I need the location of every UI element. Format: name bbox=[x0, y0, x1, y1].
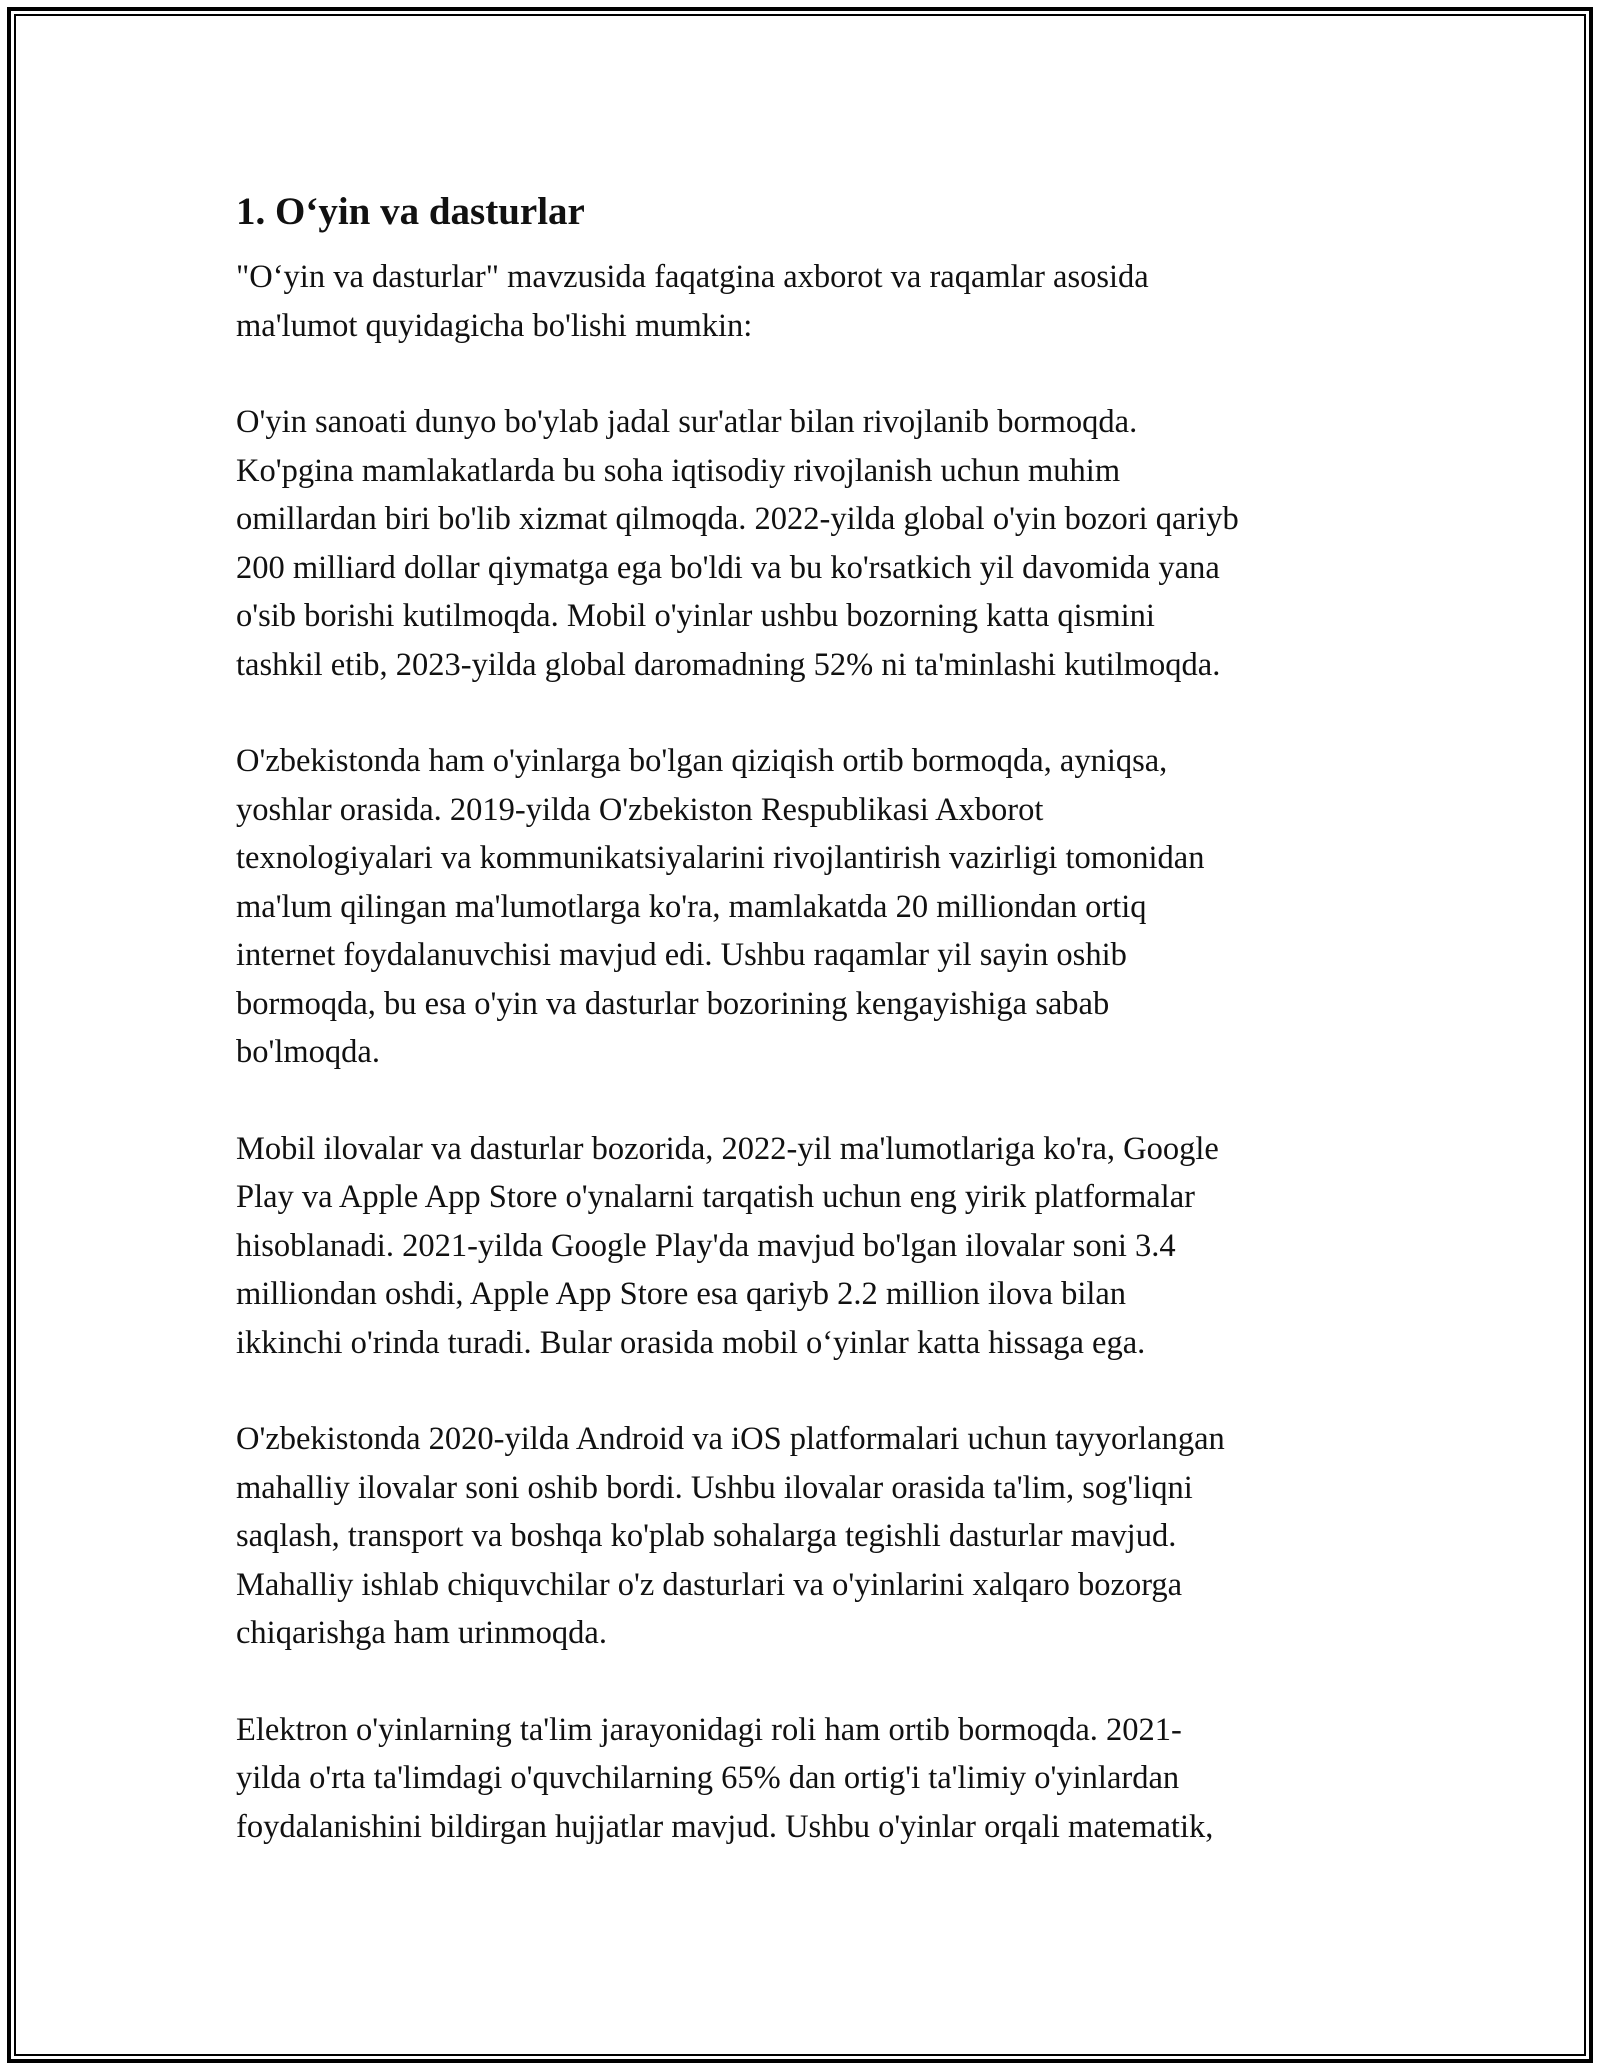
paragraph-local-apps bbox=[236, 1415, 1376, 1658]
paragraph-line: bormoqda, bu esa o'yin va dasturlar bozorining kengayishiga sabab bbox=[236, 985, 1110, 1022]
paragraph-line: mahalliy ilovalar soni oshib bordi. Ushbu ilovalar orasida ta'lim, sog'liqni bbox=[236, 1469, 1193, 1506]
paragraph-line: 200 milliard dollar qiymatga ega bo'ldi va bu ko'rsatkich yil davomida yana bbox=[236, 549, 1220, 586]
paragraph-line: Mahalliy ishlab chiquvchilar o'z dasturlari va o'yinlarini xalqaro bozorga bbox=[236, 1566, 1183, 1603]
paragraph-line: yoshlar orasida. 2019-yilda O'zbekiston Respublikasi Axborot bbox=[236, 791, 1044, 828]
paragraph-line: chiqarishga ham urinmoqda. bbox=[236, 1615, 607, 1651]
paragraph-line: Play va Apple App Store o'ynalarni tarqatish uchun eng yirik platformalar bbox=[236, 1179, 1195, 1215]
paragraph-gaming-industry bbox=[236, 398, 1376, 689]
paragraph-line: texnologiyalari va kommunikatsiyalarini rivojlantirish vazirligi tomonidan bbox=[236, 840, 1205, 876]
paragraph-intro bbox=[236, 253, 1376, 350]
paragraph-line: hisoblanadi. 2021-yilda Google Play'da mavjud bo'lgan ilovalar soni 3.4 bbox=[236, 1227, 1176, 1264]
paragraph-line: O'zbekistonda 2020-yilda Android va iOS platformalari uchun tayyorlangan bbox=[236, 1421, 1225, 1457]
paragraph-line: milliondan oshdi, Apple App Store esa qariyb 2.2 million ilova bilan bbox=[236, 1276, 1127, 1312]
paragraph-line: "O‘yin va dasturlar" mavzusida faqatgina axborot va raqamlar asosida bbox=[236, 259, 1149, 295]
paragraph-uzbekistan-interest bbox=[236, 737, 1376, 1077]
paragraph-line: O'zbekistonda ham o'yinlarga bo'lgan qiziqish ortib bormoqda, ayniqsa, bbox=[236, 743, 1168, 779]
section-heading: 1. O‘yin va dasturlar bbox=[236, 190, 585, 233]
document-body bbox=[236, 186, 1376, 1899]
paragraph-line: O'yin sanoati dunyo bo'ylab jadal sur'atlar bilan rivojlanib bormoqda. bbox=[236, 404, 1138, 440]
paragraph-line: ma'lum qilingan ma'lumotlarga ko'ra, mamlakatda 20 milliondan ortiq bbox=[236, 888, 1147, 925]
paragraph-line: ikkinchi o'rinda turadi. Bular orasida mobil o‘yinlar katta hissaga ega. bbox=[236, 1324, 1146, 1361]
paragraph-line: Mobil ilovalar va dasturlar bozorida, 2022-yil ma'lumotlariga ko'ra, Google bbox=[236, 1130, 1219, 1167]
paragraph-line: ma'lumot quyidagicha bo'lishi mumkin: bbox=[236, 307, 753, 344]
paragraph-line: Elektron o'yinlarning ta'lim jarayonidagi roli ham ortib bormoqda. 2021- bbox=[236, 1711, 1182, 1748]
paragraph-line: bo'lmoqda. bbox=[236, 1034, 380, 1070]
paragraph-line: yilda o'rta ta'limdagi o'quvchilarning 65% dan ortig'i ta'limiy o'yinlardan bbox=[236, 1760, 1180, 1796]
paragraph-line: o'sib borishi kutilmoqda. Mobil o'yinlar ushbu bozorning katta qismini bbox=[236, 598, 1155, 634]
paragraph-line: saqlash, transport va boshqa ko'plab sohalarga tegishli dasturlar mavjud. bbox=[236, 1518, 1177, 1554]
paragraph-educational-games bbox=[236, 1706, 1376, 1852]
paragraph-line: Ko'pgina mamlakatlarda bu soha iqtisodiy rivojlanish uchun muhim bbox=[236, 452, 1121, 489]
paragraph-mobile-apps bbox=[236, 1125, 1376, 1368]
paragraph-line: foydalanishini bildirgan hujjatlar mavjud. Ushbu o'yinlar orqali matematik, bbox=[236, 1808, 1214, 1845]
paragraph-line: tashkil etib, 2023-yilda global daromadning 52% ni ta'minlashi kutilmoqda. bbox=[236, 646, 1221, 683]
paragraph-line: internet foydalanuvchisi mavjud edi. Ushbu raqamlar yil sayin oshib bbox=[236, 937, 1127, 973]
paragraph-line: omillardan biri bo'lib xizmat qilmoqda. 2022-yilda global o'yin bozori qariyb bbox=[236, 501, 1239, 537]
